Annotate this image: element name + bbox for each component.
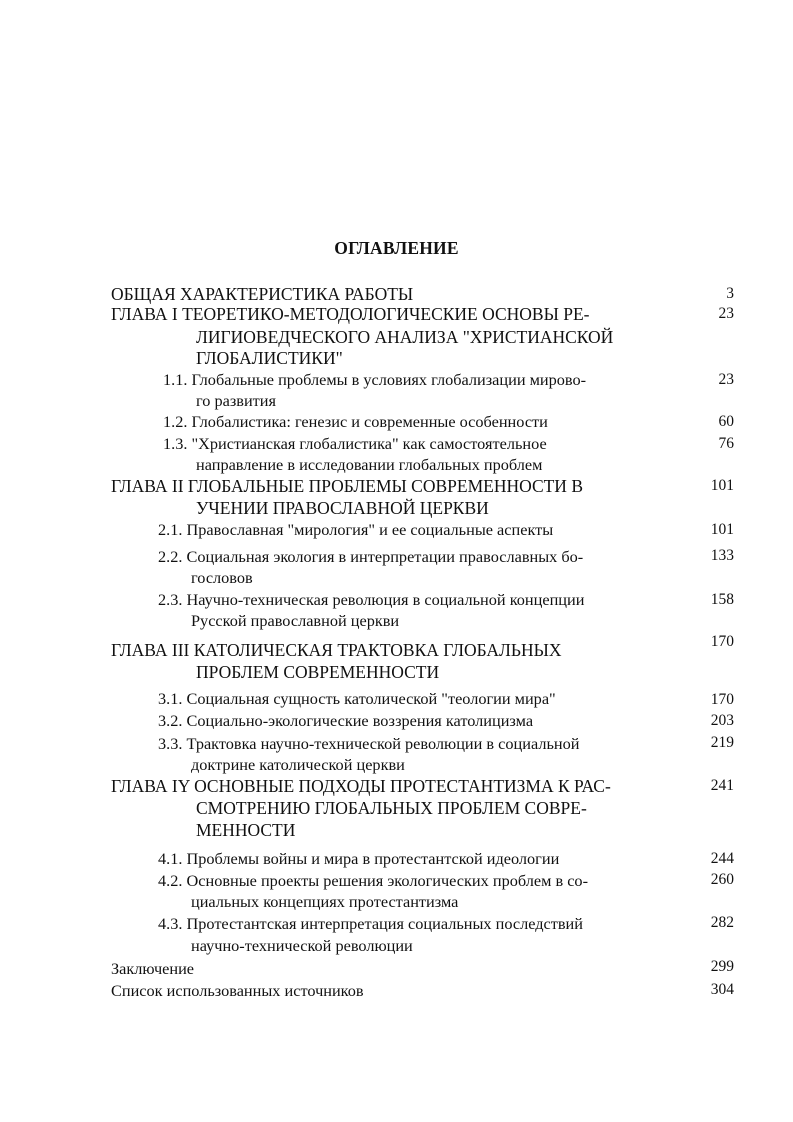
toc-entry-text-line: 3.2. Социально-экологические воззрения католицизма xyxy=(158,711,534,730)
toc-entry-text-line: 3.1. Социальная сущность католической "теологии мира" xyxy=(158,689,556,708)
toc-page-number: 244 xyxy=(710,850,734,867)
toc-page-number: 23 xyxy=(718,371,734,388)
toc-entry-text-line: МЕННОСТИ xyxy=(196,820,296,840)
toc-entry-text-line: 1.2. Глобалистика: генезис и современные особенности xyxy=(163,412,548,431)
toc-entry-text-line: ЛИГИОВЕДЧЕСКОГО АНАЛИЗА "ХРИСТИАНСКОЙ xyxy=(196,327,614,347)
toc-page-number: 76 xyxy=(718,435,734,452)
toc-entry-text-line: 2.1. Православная "мирология" и ее социальные аспекты xyxy=(158,520,554,539)
toc-entry-text-line: 2.2. Социальная экология в интерпретации православных бо- xyxy=(158,547,584,566)
toc-entry-text-line: ГЛАВА I ТЕОРЕТИКО-МЕТОДОЛОГИЧЕСКИЕ ОСНОВЫ РЕ- xyxy=(111,304,590,324)
toc-page-number: 133 xyxy=(710,547,734,564)
toc-entry-text-line: 1.1. Глобальные проблемы в условиях глобализации мирово- xyxy=(163,370,587,389)
toc-page-number: 304 xyxy=(710,981,734,998)
toc-entry-text-line: ОБЩАЯ ХАРАКТЕРИСТИКА РАБОТЫ xyxy=(111,284,414,304)
toc-page-number: 219 xyxy=(710,734,734,751)
toc-entry-text-line: 1.3. "Христианская глобалистика" как самостоятельное xyxy=(163,434,547,453)
toc-entry-text-line: ГЛАВА IY ОСНОВНЫЕ ПОДХОДЫ ПРОТЕСТАНТИЗМА К РАС- xyxy=(111,776,611,796)
toc-title: ОГЛАВЛЕНИЕ xyxy=(334,238,459,258)
toc-page-number: 203 xyxy=(710,712,734,729)
toc-page-number: 299 xyxy=(710,958,734,975)
toc-entry-text-line: направление в исследовании глобальных проблем xyxy=(196,455,543,474)
toc-entry-text-line: го развития xyxy=(196,391,276,410)
toc-entry-text-line: ПРОБЛЕМ СОВРЕМЕННОСТИ xyxy=(196,662,440,682)
toc-entry-text-line: 4.1. Проблемы войны и мира в протестантской идеологии xyxy=(158,849,560,868)
toc-page-number: 260 xyxy=(710,871,734,888)
toc-entry-text-line: научно-технической революции xyxy=(191,936,413,955)
toc-page-number: 170 xyxy=(710,691,734,708)
toc-page-number: 23 xyxy=(718,305,734,322)
toc-page-number: 101 xyxy=(710,521,734,538)
toc-entry-text-line: циальных концепциях протестантизма xyxy=(191,892,459,911)
toc-entry-text-line: СМОТРЕНИЮ ГЛОБАЛЬНЫХ ПРОБЛЕМ СОВРЕ- xyxy=(196,798,587,818)
toc-entry-text-line: УЧЕНИИ ПРАВОСЛАВНОЙ ЦЕРКВИ xyxy=(196,498,489,518)
toc-page-number: 241 xyxy=(710,777,734,794)
toc-page-number: 3 xyxy=(726,285,734,302)
toc-entry-text-line: ГЛОБАЛИСТИКИ" xyxy=(196,348,343,368)
toc-entry-text-line: ГЛАВА II ГЛОБАЛЬНЫЕ ПРОБЛЕМЫ СОВРЕМЕННОСТИ В xyxy=(111,476,583,496)
toc-page-number: 158 xyxy=(710,591,734,608)
toc-entry-text-line: Заключение xyxy=(111,959,195,978)
toc-page-number: 282 xyxy=(710,914,734,931)
toc-page-number: 60 xyxy=(718,413,734,430)
toc-entry-text-line: 3.3. Трактовка научно-технической революции в социальной xyxy=(158,734,580,753)
toc-entry-text-line: ГЛАВА III КАТОЛИЧЕСКАЯ ТРАКТОВКА ГЛОБАЛЬНЫХ xyxy=(111,640,562,660)
toc-page-number: 101 xyxy=(710,477,734,494)
toc-entry-text-line: Русской православной церкви xyxy=(191,611,400,630)
toc-entry-text-line: Список использованных источников xyxy=(111,981,364,1000)
toc-entry-text-line: 4.3. Протестантская интерпретация социальных последствий xyxy=(158,914,583,933)
toc-entry-text-line: доктрине католической церкви xyxy=(191,755,405,774)
toc-page-number: 170 xyxy=(710,633,734,650)
toc-entry-text-line: 4.2. Основные проекты решения экологических проблем в со- xyxy=(158,871,588,890)
toc-entry-text-line: 2.3. Научно-техническая революция в социальной концепции xyxy=(158,590,585,609)
toc-entry-text-line: гословов xyxy=(191,568,253,587)
